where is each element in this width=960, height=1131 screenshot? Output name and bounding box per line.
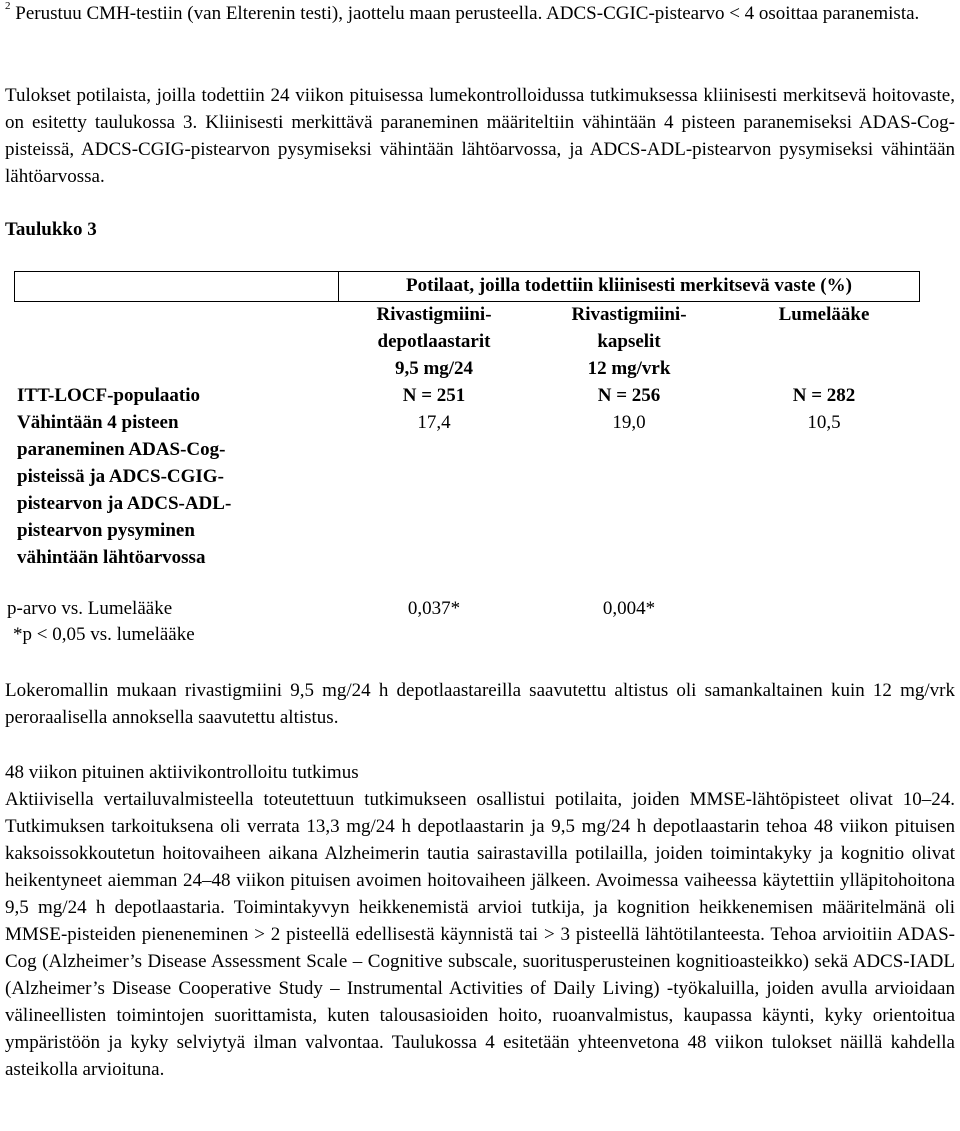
column-header-kapselit <box>529 301 729 409</box>
row-label-line: vähintään lähtöarvossa <box>17 547 206 568</box>
footnote-text: Perustuu CMH-testiin (van Elterenin testi), jaottelu maan perusteella. ADCS-CGIC-pistearvo < 4 osoittaa paranemista. <box>15 3 920 24</box>
row-label-line: pistearvon ja ADCS-ADL- <box>17 493 232 514</box>
intro-paragraph-text: Tulokset potilaista, joilla todettiin 24 viikon pituisessa lumekontrolloidussa tutkimuksessa kliinisesti merkitsevä hoitovaste, on esitetty taulukossa 3. Kliinisesti merkittävä paraneminen määriteltiin vähintään 4 pisteen paranemiseksi ADAS-Cog-pisteissä, ADCS-CGIG-pistearvon pysymiseksi vähintään lähtöarvossa, ja ADCS-ADL-pistearvon pysymiseksi vähintään lähtöarvossa. <box>5 85 955 187</box>
paragraph-exposure <box>5 677 955 731</box>
row-value: 19,0 <box>612 412 646 433</box>
row-label-line: pistearvon pysyminen <box>17 520 195 541</box>
row-value: 17,4 <box>417 412 451 433</box>
paragraph-study <box>5 786 955 1083</box>
column-header-line: Lumelääke <box>778 304 870 325</box>
table-border-left-top <box>14 271 15 301</box>
column-header-line: depotlaastarit <box>377 331 491 352</box>
row-value: 10,5 <box>807 412 841 433</box>
pvalue-value: 0,037* <box>407 598 461 619</box>
paragraph-exposure-text: Lokeromallin mukaan rivastigmiini 9,5 mg/24 h depotlaastareilla saavutettu altistus oli samankaltainen kuin 12 mg/vrk peroraalisella annoksella saavutettu altistus. <box>5 680 955 728</box>
row-label <box>17 409 337 571</box>
pvalue-label: p-arvo vs. Lumelääke <box>7 598 173 619</box>
table-border-right-top <box>919 271 920 301</box>
column-header-n: N = 256 <box>597 385 661 406</box>
column-header-line: kapselit <box>597 331 661 352</box>
column-header-n: N = 282 <box>792 385 856 406</box>
pvalue-value: 0,004* <box>602 598 656 619</box>
row-label-line: Vähintään 4 pisteen <box>17 412 179 433</box>
row-label-line: pisteissä ja ADCS-CGIG- <box>17 466 224 487</box>
population-label: ITT-LOCF-populaatio <box>17 385 201 406</box>
column-header-line: 9,5 mg/24 <box>394 358 474 379</box>
results-table <box>5 271 920 646</box>
footnote-number: 2 <box>5 0 11 12</box>
column-header-line: Rivastigmiini- <box>376 304 492 325</box>
column-header-line: 12 mg/vrk <box>587 358 671 379</box>
table-group-header: Potilaat, joilla todettiin kliinisesti merkitsevä vaste (%) <box>406 275 852 296</box>
column-header-n: N = 251 <box>402 385 466 406</box>
table-footnote: *p < 0,05 vs. lumelääke <box>13 624 195 645</box>
row-label-line: paraneminen ADAS-Cog- <box>17 439 226 460</box>
footnote <box>5 0 955 27</box>
table-title: Taulukko 3 <box>5 219 97 240</box>
column-header-lumelaake <box>729 301 919 409</box>
column-header-line: Rivastigmiini- <box>571 304 687 325</box>
column-header-depotlaastarit <box>339 301 529 409</box>
section-heading: 48 viikon pituinen aktiivikontrolloitu tutkimus <box>5 762 359 783</box>
paragraph-study-text: Aktiivisella vertailuvalmisteella toteutettuun tutkimukseen osallistui potilaita, joiden MMSE-lähtöpisteet olivat 10–24. Tutkimuksen tarkoituksena oli verrata 13,3 mg/24 h depotlaastarin ja 9,5 mg/24 h depotlaastarin tehoa 48 viikon pituisen kaksoissokkoutetun hoitovaiheen aikana Alzheimerin tautia sairastavilla potilailla, joiden toimintakyky ja kognitio olivat heikentyneet aiemman 24–48 viikon pituisen avoimen hoitovaiheen jälkeen. Avoimessa vaiheessa käytettiin ylläpitohoitona 9,5 mg/24 h depotlaastaria. Toimintakyvyn heikkenemistä arvioi tutkija, ja kognition heikkenemisen määritelmänä oli MMSE-pisteiden pieneneminen > 2 pisteellä edellisestä käynnistä tai > 3 pisteellä lähtötilanteesta. Tehoa arvioitiin ADAS-Cog (Alzheimer’s Disease Assessment Scale – Cognitive subscale, suoritusperusteinen kognitioasteikko) sekä ADCS-IADL (Alzheimer’s Disease Cooperative Study – Instrumental Activities of Daily Living) -työkaluilla, joiden avulla arvioidaan välineellisten toimintojen suorittamista, kuten talousasioiden hoito, ruoanvalmistus, kaupassa käynti, kyky orientoitua ympäristöön ja kyky selviytyä ilman valvontaa. Taulukossa 4 esitetään yhteenvetona 48 viikon tulokset näillä kahdella asteikolla arvioituna. <box>5 789 955 1080</box>
intro-paragraph <box>5 82 955 190</box>
